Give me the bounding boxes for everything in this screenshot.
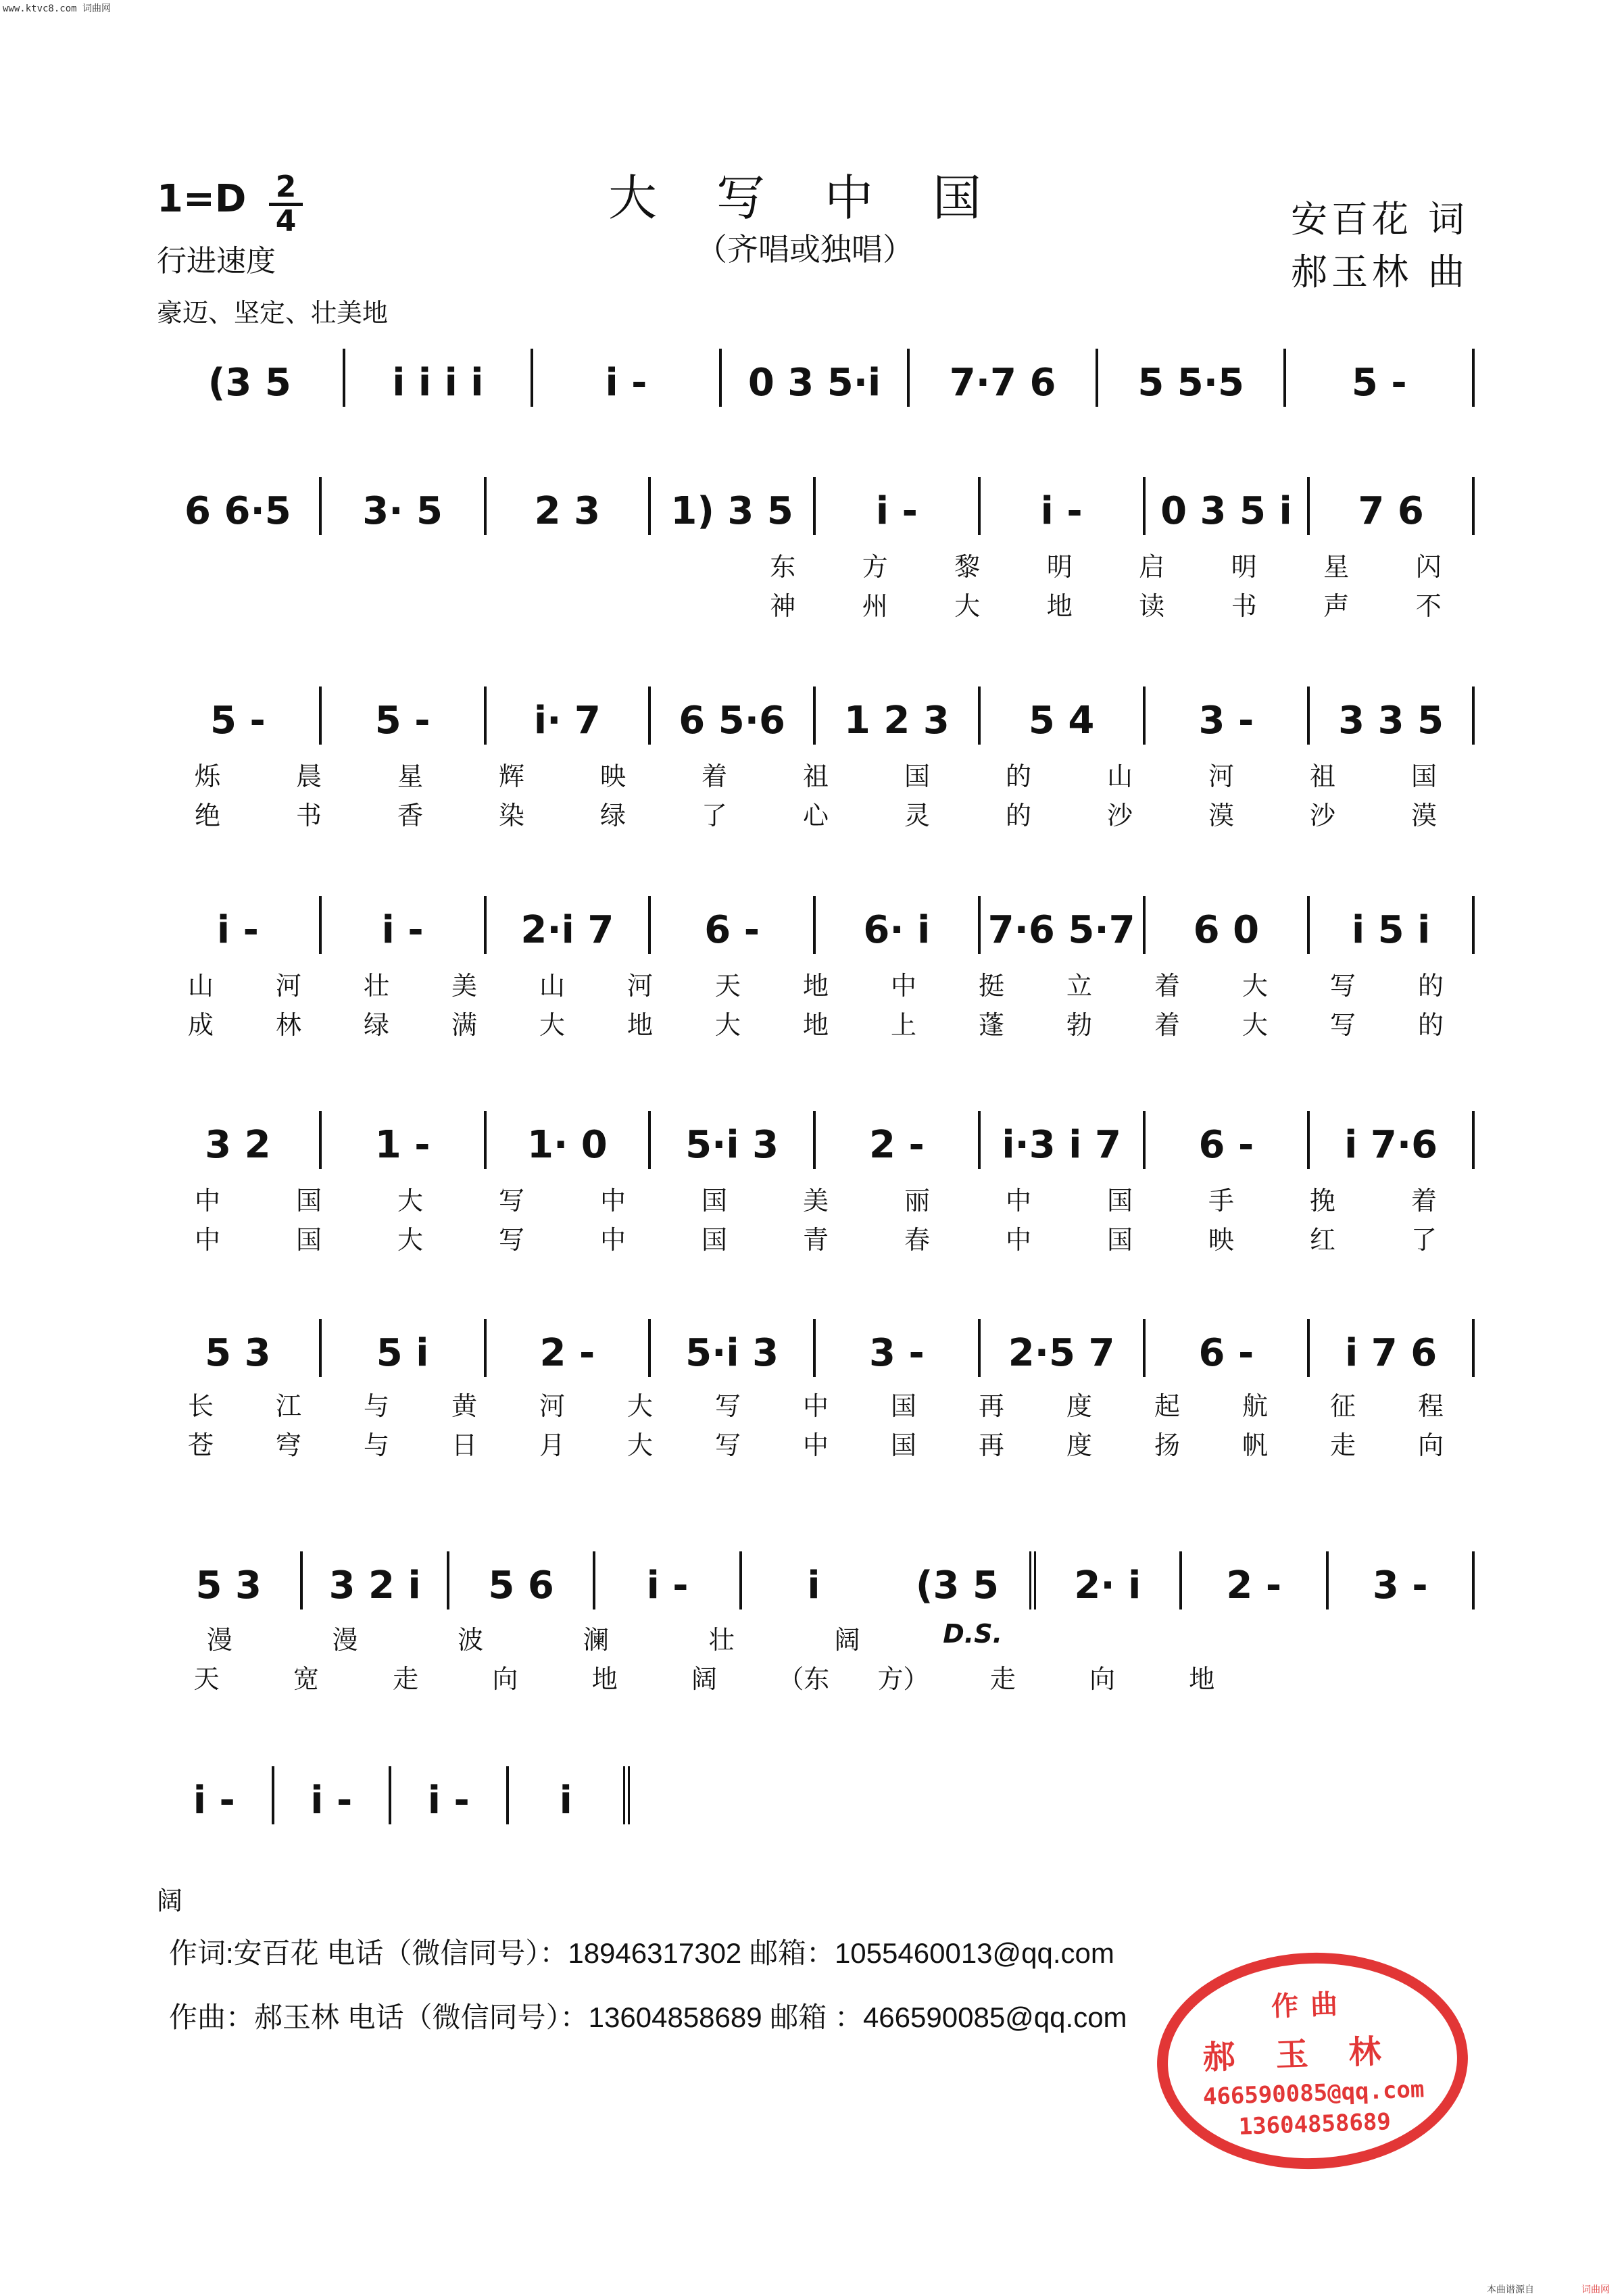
score-row-1 <box>157 346 1475 407</box>
score-row-8 <box>157 1764 630 1824</box>
measure: i 7·6 <box>1310 1111 1475 1169</box>
song-title: 大写中国 <box>608 170 1041 226</box>
lyric-line-1a: 东 方 黎 明 启 明 星 闪 <box>770 552 1442 582</box>
measure: 5 - <box>322 687 487 745</box>
measure: i - <box>157 1766 274 1824</box>
lyric-line-6a: 漫 漫 波 澜 壮 阔 D.S. <box>157 1619 1035 1656</box>
measure: 2 - <box>487 1319 652 1377</box>
score-row-3 <box>157 684 1475 745</box>
measure: 7·6 5·7 <box>981 896 1146 954</box>
measure: 5 3 <box>157 1551 303 1609</box>
measure: 2· i <box>1036 1551 1182 1609</box>
tempo-marking: 行进速度 <box>157 244 276 278</box>
measure: i - <box>274 1766 392 1824</box>
measure: 2 - <box>816 1111 981 1169</box>
site-watermark-top: www.ktvc8.com 词曲网 <box>3 3 112 14</box>
measure: i· 7 <box>487 687 652 745</box>
measure: i - <box>816 477 981 535</box>
measure: 6· i <box>816 896 981 954</box>
lyric-line-6b: 天 宽 走 向 地 阔 （东 方） 走 向 地 <box>193 1664 1215 1694</box>
score-row-7 <box>157 1549 1475 1609</box>
measure: i - <box>322 896 487 954</box>
measure: 5 6 <box>449 1551 595 1609</box>
measure: 3 - <box>816 1319 981 1377</box>
measure: 1· 0 <box>487 1111 652 1169</box>
measure: 3 2 <box>157 1111 322 1169</box>
composer-seal-stamp: 作曲 郝玉林 466590085@qq.com 13604858689 <box>1154 1947 1472 2174</box>
score-row-6 <box>157 1316 1475 1377</box>
measure: 6 6·5 <box>157 477 322 535</box>
measure: 5·i 3 <box>651 1111 816 1169</box>
measure: i - <box>157 896 322 954</box>
composer-contact: 作曲：郝玉林 电话（微信同号）：13604858689 邮箱 ：466590085@qq.com <box>169 2001 1127 2033</box>
score-row-2 <box>157 474 1475 535</box>
time-signature <box>269 172 303 237</box>
measure: 7·7 6 <box>910 349 1098 407</box>
lyric-line-2b: 绝 书 香 染 绿 了 心 灵 的 沙 漠 沙 漠 <box>194 801 1437 830</box>
time-signature-bottom: 4 <box>275 204 297 239</box>
measure: 5 - <box>1286 349 1475 407</box>
measure: (3 5 <box>157 349 345 407</box>
final-lyric: 阔 <box>157 1886 183 1916</box>
measure: 5 3 <box>157 1319 322 1377</box>
key-signature: 1=D <box>157 177 247 221</box>
measure: 3· 5 <box>322 477 487 535</box>
measure: 3 3 5 <box>1310 687 1475 745</box>
measure: 2 - <box>1182 1551 1328 1609</box>
measure: 6 5·6 <box>651 687 816 745</box>
lyric-line-3b: 成 林 绿 满 大 地 大 地 上 蓬 勃 着 大 写 的 <box>187 1010 1444 1040</box>
lyric-line-4a: 中 国 大 写 中 国 美 丽 中 国 手 挽 着 <box>194 1186 1437 1216</box>
measure: 1 2 3 <box>816 687 981 745</box>
measure: 5 4 <box>981 687 1146 745</box>
measure: (3 5 <box>885 1551 1035 1609</box>
measure: 5·i 3 <box>651 1319 816 1377</box>
measure: i - <box>391 1766 509 1824</box>
measure: i i i i <box>345 349 534 407</box>
site-logo-bottom: 词曲网 <box>1581 2285 1610 2295</box>
measure: 3 2 i <box>303 1551 449 1609</box>
measure: i - <box>533 349 722 407</box>
dal-segno-mark: D.S. <box>943 1619 1003 1649</box>
measure: i - <box>981 477 1146 535</box>
lyric-line-3a: 山 河 壮 美 山 河 天 地 中 挺 立 着 大 写 的 <box>187 971 1444 1001</box>
measure: 1 - <box>322 1111 487 1169</box>
lyric-line-5a: 长 江 与 黄 河 大 写 中 国 再 度 起 航 征 程 <box>187 1391 1444 1421</box>
score-row-5 <box>157 1108 1475 1169</box>
measure: 1) 3 5 <box>651 477 816 535</box>
measure: 6 - <box>1146 1319 1310 1377</box>
measure: i <box>807 1564 820 1607</box>
lyricist-credit: 安百花 词 <box>1291 198 1469 241</box>
lyric-line-5b: 苍 穹 与 日 月 大 写 中 国 再 度 扬 帆 走 向 <box>187 1430 1444 1460</box>
lyric-line-2a: 烁 晨 星 辉 映 着 祖 国 的 山 河 祖 国 <box>194 762 1437 791</box>
measure: i <box>509 1766 631 1824</box>
composer-credit: 郝玉林 曲 <box>1291 251 1469 293</box>
time-signature-top: 2 <box>269 172 303 206</box>
score-row-4 <box>157 893 1475 954</box>
measure: i 5 i <box>1310 896 1475 954</box>
measure: 3 - <box>1329 1551 1475 1609</box>
measure: 5 - <box>157 687 322 745</box>
measure: i·3 i 7 <box>981 1111 1146 1169</box>
measure: 5 i <box>322 1319 487 1377</box>
lyricist-contact: 作词:安百花 电话（微信同号）：18946317302 邮箱：1055460013@qq.com <box>169 1937 1114 1969</box>
lyric-line-1b: 神 州 大 地 读 书 声 不 <box>770 591 1442 621</box>
site-watermark-bottom: 本曲谱源自 <box>1487 2285 1534 2295</box>
measure: 0 3 5·i <box>722 349 910 407</box>
measure: 6 - <box>1146 1111 1310 1169</box>
expression-marking: 豪迈、坚定、壮美地 <box>157 298 389 328</box>
measure: 7 6 <box>1310 477 1475 535</box>
measure: 2 3 <box>487 477 652 535</box>
measure: 3 - <box>1146 687 1310 745</box>
measure: i - <box>595 1551 741 1609</box>
measure: 2·i 7 <box>487 896 652 954</box>
measure: i 7 6 <box>1310 1319 1475 1377</box>
measure: 6 0 <box>1146 896 1310 954</box>
lyric-line-4b: 中 国 大 写 中 国 青 春 中 国 映 红 了 <box>194 1225 1437 1255</box>
song-subtitle: （齐唱或独唱） <box>696 231 914 268</box>
measure: 5 5·5 <box>1098 349 1287 407</box>
measure: 6 - <box>651 896 816 954</box>
measure: 0 3 5 i <box>1146 477 1310 535</box>
measure: 2·5 7 <box>981 1319 1146 1377</box>
